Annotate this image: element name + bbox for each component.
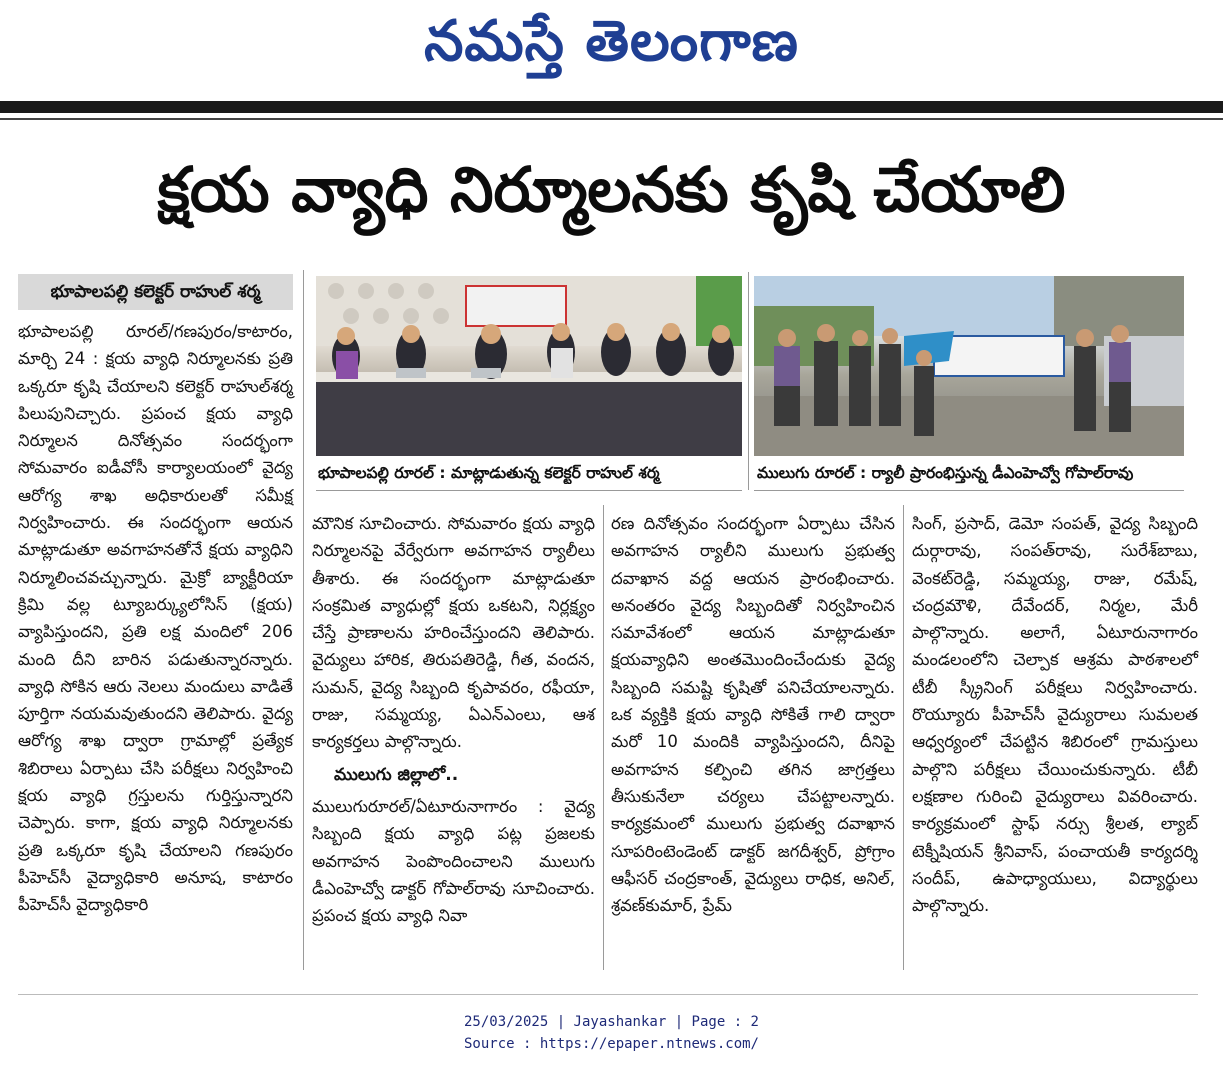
rally-photo-caption: ములుగు రూరల్ : ర్యాలీ ప్రారంభిస్తున్న డీఎంహెచ్వో గోపాల్‌రావు	[757, 464, 1134, 482]
section-subheading: ములుగు జిల్లాలో..	[334, 764, 459, 785]
column-3-paragraph: రణ దినోత్సవం సందర్భంగా ఏర్పాటు చేసిన అవగాహన ర్యాలీని ములుగు ప్రభుత్వ దవాఖాన వద్ద ఆయన ప్రారంభించారు. అనంతరం వైద్య సిబ్బందితో నిర్వహించిన సమావేశంలో ఆయన మాట్లాడుతూ క్షయవ్యాధిని అంతమొందించేందుకు వైద్య సిబ్బంది సమష్టి కృషితో పనిచేయాలన్నారు. ఒక వ్యక్తికి క్షయ వ్యాధి సోకితే గాలి ద్వారా మరో 10 మందికి వ్యాపిస్తుందని, దీనిపై అవగాహన కల్పించి తగిన జాగ్రత్తలు తీసుకునేలా చర్యలు చేపట్టాలన్నారు. కార్యక్రమంలో ములుగు ప్రభుత్వ దవాఖాన సూపరింటెండెంట్ డాక్టర్ జగదీశ్వర్, ప్రోగ్రాం ఆఫీసర్ చంద్రకాంత్, వైద్యులు రాధిక, అనిల్, శ్రవణ్‌కుమార్, ప్రేమ్	[611, 514, 895, 916]
column-divider	[903, 505, 904, 970]
column-2-paragraph: ములుగురూరల్/ఏటూరునాగారం : వైద్య సిబ్బంది క్షయ వ్యాధి పట్ల ప్రజలకు అవగాహన పెంపొందించాలని ములుగు డీఎంహెచ్వో డాక్టర్ గోపాల్‌రావు సూచించారు. ప్రపంచ క్షయ వ్యాధి నివా	[312, 796, 595, 926]
article-column-4	[912, 510, 1198, 919]
article-column-1	[18, 318, 293, 919]
column-divider	[303, 270, 304, 970]
meeting-photo	[316, 276, 742, 456]
rally-photo	[754, 276, 1184, 456]
edition-info: 25/03/2025 | Jayashankar | Page : 2	[463, 1014, 759, 1030]
page-bottom-rule	[18, 994, 1198, 995]
article-byline: భూపాలపల్లి కలెక్టర్ రాహుల్ శర్మ	[18, 274, 293, 310]
caption-rule	[754, 490, 1184, 491]
masthead-rule-thin	[0, 118, 1223, 120]
caption-rule	[316, 490, 742, 491]
article-headline: క్షయ వ్యాధి నిర్మూలనకు కృషి చేయాలి	[157, 153, 1066, 226]
newspaper-logo: నమస్తే తెలంగాణ	[424, 9, 799, 74]
article-column-3	[611, 510, 895, 919]
rally-photo-graphic	[754, 276, 1184, 456]
masthead-rule-thick	[0, 101, 1223, 113]
meeting-photo-graphic	[316, 276, 742, 456]
column-2-paragraph: మౌనిక సూచించారు. సోమవారం క్షయ వ్యాధి నిర్మూలనపై వేర్వేరుగా అవగాహన ర్యాలీలు తీశారు. ఈ సందర్భంగా మాట్లాడుతూ సంక్రమిత వ్యాధుల్లో క్షయ ఒకటని, నిర్లక్ష్యం చేస్తే ప్రాణాలను హరించేస్తుందని తెలిపారు. వైద్యులు హారిక, తిరుపతిరెడ్డి, గీత, వందన, సుమన్, వైద్య సిబ్బంది కృపావరం, రఫీయా, రాజు, సమ్మయ్య, ఏఎన్ఎంలు, ఆశ కార్యకర్తలు పాల్గొన్నారు.	[312, 514, 595, 752]
masthead	[0, 0, 1223, 100]
article-column-2	[312, 510, 595, 929]
meeting-photo-caption: భూపాలపల్లి రూరల్ : మాట్లాడుతున్న కలెక్టర్ రాహుల్ శర్మ	[318, 464, 660, 482]
column-4-paragraph: సింగ్, ప్రసాద్, డెమో సంపత్, వైద్య సిబ్బంది దుర్గారావు, సంపత్‌రావు, సురేశ్‌బాబు, వెంకట్‌రెడ్డి, సమ్మయ్య, రాజు, రమేష్, చంద్రమౌళి, దేవేందర్, నిర్మల, మేరీ పాల్గొన్నారు. అలాగే, ఏటూరునాగారం మండలంలోని చెల్పాక ఆశ్రమ పాఠశాలలో టీబీ స్క్రీనింగ్ పరీక్షలు నిర్వహించారు. రొయ్యూరు పీహెచ్‌సీ వైద్యురాలు సుమలత ఆధ్వర్యంలో చేపట్టిన శిబిరంలో గ్రామస్తులు పాల్గొని పరీక్షలు చేయించుకున్నారు. టీబీ లక్షణాల గురించి వైద్యురాలు వివరించారు. కార్యక్రమంలో స్టాఫ్ నర్సు శ్రీలత, ల్యాబ్ టెక్నీషియన్ శ్రీనివాస్, పంచాయతీ కార్యదర్శి సందీప్, ఉపాధ్యాయులు, విద్యార్థులు పాల్గొన్నారు.	[912, 514, 1198, 916]
column-1-paragraph: భూపాలపల్లి రూరల్/గణపురం/కాటారం, మార్చి 24 : క్షయ వ్యాధి నిర్మూలనకు ప్రతి ఒక్కరూ కృషి చేయాలని కలెక్టర్ రాహుల్‌శర్మ పిలుపునిచ్చారు. ప్రపంచ క్షయ వ్యాధి నిర్మూలన దినోత్సవం సందర్భంగా సోమవారం ఐడీవోసీ కార్యాలయంలో వైద్య ఆరోగ్య శాఖ అధికారులతో సమీక్ష నిర్వహించారు. ఈ సందర్భంగా ఆయన మాట్లాడుతూ అవగాహనతోనే క్షయ వ్యాధిని నిర్మూలించవచ్చున్నారు. మైక్రో బ్యాక్టీరియా క్రిమి వల్ల ట్యూబర్క్యులోసిస్ (క్షయ) వ్యాపిస్తుందని, ప్రతి లక్ష మందిలో 206 మంది దీని బారిన పడుతున్నారన్నారు. వ్యాధి సోకిన ఆరు నెలలు మందులు వాడితే పూర్తిగా నయమవుతుందని తెలిపారు. వైద్య ఆరోగ్య శాఖ ద్వారా గ్రామాల్లో ప్రత్యేక శిబిరాలు ఏర్పాటు చేసి పరీక్షలు నిర్వహించి క్షయ వ్యాధి గ్రస్తులను గుర్తిస్తున్నారని చెప్పారు. కాగా, క్షయ వ్యాధి నిర్మూలనకు ప్రతి ఒక్కరూ కృషి చేయాలని గణపురం పీహెచ్‌సీ వైద్యాధికారి అనూష, కాటారం పీహెచ్‌సీ వైద్యాధికారి	[18, 322, 293, 915]
column-divider	[603, 505, 604, 970]
photo-divider	[748, 272, 749, 490]
source-link[interactable]: Source : https://epaper.ntnews.com/	[463, 1036, 759, 1052]
